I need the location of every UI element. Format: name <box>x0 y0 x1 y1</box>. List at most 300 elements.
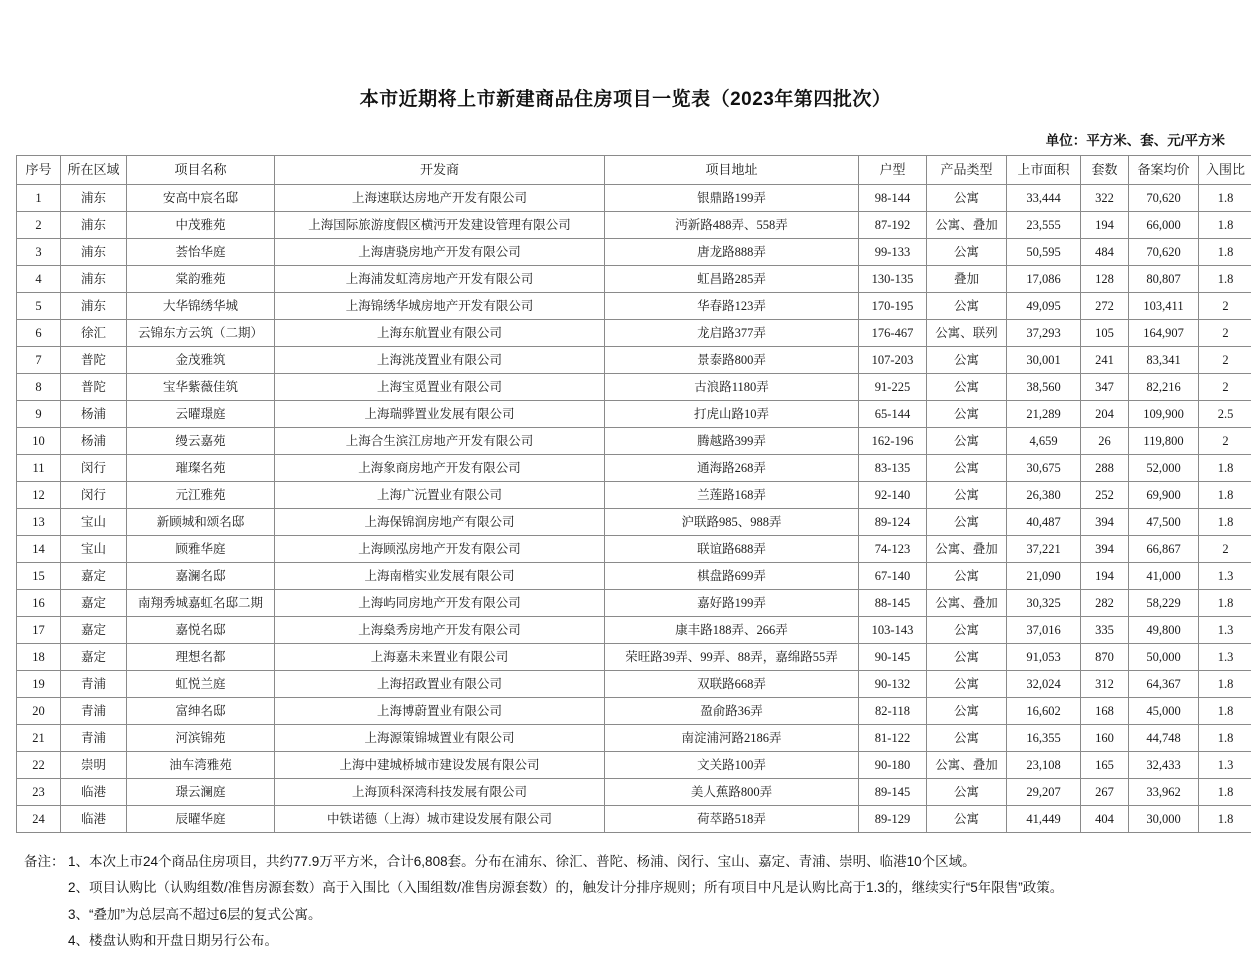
cell-area: 37,016 <box>1007 617 1081 644</box>
cell-district: 浦东 <box>61 239 127 266</box>
cell-developer: 上海顾泓房地产开发有限公司 <box>275 536 605 563</box>
cell-seq: 8 <box>17 374 61 401</box>
column-header-name: 项目名称 <box>127 156 275 185</box>
cell-project-name: 金茂雅筑 <box>127 347 275 374</box>
table-row <box>17 455 1251 482</box>
note-text: 4、楼盘认购和开盘日期另行公布。 <box>68 933 278 948</box>
cell-district: 浦东 <box>61 212 127 239</box>
cell-units: 241 <box>1081 347 1129 374</box>
cell-address: 腾越路399弄 <box>605 428 859 455</box>
cell-developer: 上海燊秀房地产开发有限公司 <box>275 617 605 644</box>
cell-huxing: 176-467 <box>859 320 927 347</box>
cell-district: 浦东 <box>61 293 127 320</box>
cell-units: 168 <box>1081 698 1129 725</box>
cell-address: 龙启路377弄 <box>605 320 859 347</box>
cell-area: 30,675 <box>1007 455 1081 482</box>
cell-seq: 24 <box>17 806 61 833</box>
cell-product-type: 公寓 <box>927 374 1007 401</box>
cell-address: 沪联路985、988弄 <box>605 509 859 536</box>
cell-developer: 上海保锦润房地产有限公司 <box>275 509 605 536</box>
cell-area: 49,095 <box>1007 293 1081 320</box>
cell-project-name: 安高中宸名邸 <box>127 185 275 212</box>
column-header-seq: 序号 <box>17 156 61 185</box>
cell-area: 40,487 <box>1007 509 1081 536</box>
cell-ratio: 1.8 <box>1199 509 1251 536</box>
cell-huxing: 83-135 <box>859 455 927 482</box>
cell-huxing: 89-124 <box>859 509 927 536</box>
cell-developer: 上海象商房地产开发有限公司 <box>275 455 605 482</box>
cell-district: 浦东 <box>61 185 127 212</box>
cell-developer: 上海南楷实业发展有限公司 <box>275 563 605 590</box>
cell-huxing: 90-145 <box>859 644 927 671</box>
cell-price: 58,229 <box>1129 590 1199 617</box>
cell-area: 33,444 <box>1007 185 1081 212</box>
cell-developer: 上海东航置业有限公司 <box>275 320 605 347</box>
column-header-type: 产品类型 <box>927 156 1007 185</box>
cell-seq: 19 <box>17 671 61 698</box>
cell-district: 宝山 <box>61 509 127 536</box>
cell-project-name: 缦云嘉苑 <box>127 428 275 455</box>
cell-price: 30,000 <box>1129 806 1199 833</box>
cell-seq: 6 <box>17 320 61 347</box>
cell-units: 160 <box>1081 725 1129 752</box>
cell-district: 青浦 <box>61 671 127 698</box>
cell-product-type: 叠加 <box>927 266 1007 293</box>
cell-project-name: 油车湾雅苑 <box>127 752 275 779</box>
cell-ratio: 2 <box>1199 320 1251 347</box>
cell-ratio: 1.8 <box>1199 212 1251 239</box>
cell-address: 古浪路1180弄 <box>605 374 859 401</box>
cell-project-name: 宝华紫薇佳筑 <box>127 374 275 401</box>
cell-huxing: 170-195 <box>859 293 927 320</box>
cell-price: 82,216 <box>1129 374 1199 401</box>
cell-project-name: 新顾城和颂名邸 <box>127 509 275 536</box>
cell-ratio: 2 <box>1199 536 1251 563</box>
cell-developer: 上海中建城桥城市建设发展有限公司 <box>275 752 605 779</box>
cell-price: 66,000 <box>1129 212 1199 239</box>
cell-address: 双联路668弄 <box>605 671 859 698</box>
cell-area: 50,595 <box>1007 239 1081 266</box>
table-row <box>17 428 1251 455</box>
cell-huxing: 162-196 <box>859 428 927 455</box>
cell-ratio: 1.8 <box>1199 590 1251 617</box>
cell-district: 闵行 <box>61 455 127 482</box>
table-row <box>17 239 1251 266</box>
cell-units: 484 <box>1081 239 1129 266</box>
note-item <box>24 875 1235 901</box>
cell-address: 景泰路800弄 <box>605 347 859 374</box>
table-row <box>17 266 1251 293</box>
cell-product-type: 公寓 <box>927 401 1007 428</box>
cell-product-type: 公寓 <box>927 509 1007 536</box>
cell-project-name: 璀璨名苑 <box>127 455 275 482</box>
cell-units: 870 <box>1081 644 1129 671</box>
cell-address: 盈俞路36弄 <box>605 698 859 725</box>
cell-developer: 上海唐骁房地产开发有限公司 <box>275 239 605 266</box>
cell-seq: 5 <box>17 293 61 320</box>
cell-developer: 上海锦绣华城房地产开发有限公司 <box>275 293 605 320</box>
cell-ratio: 1.8 <box>1199 266 1251 293</box>
cell-area: 16,602 <box>1007 698 1081 725</box>
cell-ratio: 1.3 <box>1199 752 1251 779</box>
table-row <box>17 779 1251 806</box>
cell-huxing: 90-132 <box>859 671 927 698</box>
cell-seq: 1 <box>17 185 61 212</box>
cell-developer: 上海合生滨江房地产开发有限公司 <box>275 428 605 455</box>
cell-address: 虹昌路285弄 <box>605 266 859 293</box>
table-row <box>17 563 1251 590</box>
cell-district: 徐汇 <box>61 320 127 347</box>
cell-seq: 2 <box>17 212 61 239</box>
column-header-units: 套数 <box>1081 156 1129 185</box>
cell-units: 272 <box>1081 293 1129 320</box>
cell-units: 165 <box>1081 752 1129 779</box>
column-header-address: 项目地址 <box>605 156 859 185</box>
cell-project-name: 云曜璟庭 <box>127 401 275 428</box>
cell-area: 29,207 <box>1007 779 1081 806</box>
cell-price: 103,411 <box>1129 293 1199 320</box>
table-row <box>17 590 1251 617</box>
cell-district: 嘉定 <box>61 617 127 644</box>
table-row <box>17 617 1251 644</box>
cell-ratio: 2.5 <box>1199 401 1251 428</box>
cell-price: 33,962 <box>1129 779 1199 806</box>
notes-section <box>16 833 1235 954</box>
cell-price: 44,748 <box>1129 725 1199 752</box>
cell-district: 青浦 <box>61 698 127 725</box>
note-item <box>24 928 1235 954</box>
cell-price: 80,807 <box>1129 266 1199 293</box>
cell-huxing: 99-133 <box>859 239 927 266</box>
cell-ratio: 1.8 <box>1199 185 1251 212</box>
cell-seq: 4 <box>17 266 61 293</box>
cell-address: 棋盘路699弄 <box>605 563 859 590</box>
cell-developer: 上海洮茂置业有限公司 <box>275 347 605 374</box>
cell-area: 4,659 <box>1007 428 1081 455</box>
cell-seq: 7 <box>17 347 61 374</box>
cell-price: 47,500 <box>1129 509 1199 536</box>
cell-district: 临港 <box>61 806 127 833</box>
cell-units: 312 <box>1081 671 1129 698</box>
cell-units: 26 <box>1081 428 1129 455</box>
cell-district: 杨浦 <box>61 401 127 428</box>
cell-huxing: 103-143 <box>859 617 927 644</box>
cell-area: 17,086 <box>1007 266 1081 293</box>
cell-address: 荷萃路518弄 <box>605 806 859 833</box>
column-header-area: 上市面积 <box>1007 156 1081 185</box>
cell-project-name: 棠韵雅苑 <box>127 266 275 293</box>
cell-huxing: 65-144 <box>859 401 927 428</box>
cell-product-type: 公寓、叠加 <box>927 590 1007 617</box>
cell-price: 119,800 <box>1129 428 1199 455</box>
cell-ratio: 1.8 <box>1199 725 1251 752</box>
housing-projects-table <box>16 155 1251 833</box>
cell-huxing: 81-122 <box>859 725 927 752</box>
cell-area: 26,380 <box>1007 482 1081 509</box>
cell-seq: 22 <box>17 752 61 779</box>
note-text: 3、“叠加”为总层高不超过6层的复式公寓。 <box>68 907 322 922</box>
cell-district: 临港 <box>61 779 127 806</box>
cell-ratio: 1.8 <box>1199 239 1251 266</box>
cell-address: 通海路268弄 <box>605 455 859 482</box>
cell-product-type: 公寓 <box>927 779 1007 806</box>
cell-district: 普陀 <box>61 347 127 374</box>
cell-price: 164,907 <box>1129 320 1199 347</box>
cell-ratio: 1.8 <box>1199 671 1251 698</box>
cell-address: 唐龙路888弄 <box>605 239 859 266</box>
table-row <box>17 347 1251 374</box>
cell-units: 335 <box>1081 617 1129 644</box>
table-row <box>17 293 1251 320</box>
cell-price: 32,433 <box>1129 752 1199 779</box>
cell-product-type: 公寓 <box>927 347 1007 374</box>
column-header-ratio: 入围比 <box>1199 156 1251 185</box>
cell-units: 288 <box>1081 455 1129 482</box>
cell-ratio: 2 <box>1199 293 1251 320</box>
cell-developer: 上海嘉未来置业有限公司 <box>275 644 605 671</box>
cell-price: 49,800 <box>1129 617 1199 644</box>
cell-seq: 9 <box>17 401 61 428</box>
cell-units: 347 <box>1081 374 1129 401</box>
cell-product-type: 公寓 <box>927 806 1007 833</box>
cell-developer: 上海瑞骅置业发展有限公司 <box>275 401 605 428</box>
unit-note: 单位：平方米、套、元/平方米 <box>16 111 1235 155</box>
cell-seq: 23 <box>17 779 61 806</box>
cell-units: 105 <box>1081 320 1129 347</box>
cell-units: 194 <box>1081 563 1129 590</box>
cell-units: 194 <box>1081 212 1129 239</box>
cell-price: 45,000 <box>1129 698 1199 725</box>
cell-project-name: 元江雅苑 <box>127 482 275 509</box>
cell-area: 32,024 <box>1007 671 1081 698</box>
cell-product-type: 公寓 <box>927 725 1007 752</box>
cell-district: 嘉定 <box>61 590 127 617</box>
cell-developer: 上海国际旅游度假区横沔开发建设管理有限公司 <box>275 212 605 239</box>
cell-developer: 上海浦发虹湾房地产开发有限公司 <box>275 266 605 293</box>
cell-seq: 14 <box>17 536 61 563</box>
cell-project-name: 荟怡华庭 <box>127 239 275 266</box>
table-header-row <box>17 156 1251 185</box>
cell-huxing: 92-140 <box>859 482 927 509</box>
cell-units: 252 <box>1081 482 1129 509</box>
cell-ratio: 1.8 <box>1199 779 1251 806</box>
cell-area: 23,555 <box>1007 212 1081 239</box>
cell-product-type: 公寓 <box>927 455 1007 482</box>
cell-district: 崇明 <box>61 752 127 779</box>
cell-developer: 中铁诺德（上海）城市建设发展有限公司 <box>275 806 605 833</box>
table-row <box>17 698 1251 725</box>
cell-area: 16,355 <box>1007 725 1081 752</box>
cell-seq: 12 <box>17 482 61 509</box>
cell-project-name: 嘉澜名邸 <box>127 563 275 590</box>
cell-seq: 11 <box>17 455 61 482</box>
table-row <box>17 509 1251 536</box>
cell-ratio: 1.3 <box>1199 563 1251 590</box>
cell-project-name: 大华锦绣华城 <box>127 293 275 320</box>
notes-label: 备注： <box>24 849 68 875</box>
cell-area: 30,001 <box>1007 347 1081 374</box>
cell-address: 银鼎路199弄 <box>605 185 859 212</box>
cell-district: 嘉定 <box>61 644 127 671</box>
table-row <box>17 320 1251 347</box>
column-header-price: 备案均价 <box>1129 156 1199 185</box>
note-item <box>24 849 1235 875</box>
cell-ratio: 2 <box>1199 428 1251 455</box>
cell-project-name: 虹悦兰庭 <box>127 671 275 698</box>
cell-seq: 16 <box>17 590 61 617</box>
cell-address: 南淀浦河路2186弄 <box>605 725 859 752</box>
cell-units: 394 <box>1081 536 1129 563</box>
cell-area: 30,325 <box>1007 590 1081 617</box>
cell-price: 64,367 <box>1129 671 1199 698</box>
cell-developer: 上海博蔚置业有限公司 <box>275 698 605 725</box>
cell-address: 康丰路188弄、266弄 <box>605 617 859 644</box>
cell-product-type: 公寓 <box>927 239 1007 266</box>
cell-huxing: 89-145 <box>859 779 927 806</box>
table-row <box>17 374 1251 401</box>
cell-units: 394 <box>1081 509 1129 536</box>
cell-units: 322 <box>1081 185 1129 212</box>
cell-product-type: 公寓 <box>927 293 1007 320</box>
cell-huxing: 130-135 <box>859 266 927 293</box>
cell-seq: 10 <box>17 428 61 455</box>
cell-developer: 上海屿同房地产开发有限公司 <box>275 590 605 617</box>
table-row <box>17 806 1251 833</box>
table-header <box>17 156 1251 185</box>
cell-units: 128 <box>1081 266 1129 293</box>
cell-address: 荣旺路39弄、99弄、88弄，嘉绵路55弄 <box>605 644 859 671</box>
cell-developer: 上海速联达房地产开发有限公司 <box>275 185 605 212</box>
cell-district: 浦东 <box>61 266 127 293</box>
cell-huxing: 91-225 <box>859 374 927 401</box>
cell-price: 69,900 <box>1129 482 1199 509</box>
cell-area: 37,293 <box>1007 320 1081 347</box>
cell-huxing: 89-129 <box>859 806 927 833</box>
note-text: 2、项目认购比（认购组数/准售房源套数）高于入围比（入围组数/准售房源套数）的，触发计分排序规则；所有项目中凡是认购比高于1.3的，继续实行“5年限售”政策。 <box>68 880 1063 895</box>
cell-price: 66,867 <box>1129 536 1199 563</box>
cell-product-type: 公寓 <box>927 482 1007 509</box>
cell-project-name: 中茂雅苑 <box>127 212 275 239</box>
cell-area: 21,289 <box>1007 401 1081 428</box>
cell-project-name: 河滨锦苑 <box>127 725 275 752</box>
table-row <box>17 482 1251 509</box>
cell-product-type: 公寓 <box>927 428 1007 455</box>
cell-address: 兰莲路168弄 <box>605 482 859 509</box>
cell-ratio: 2 <box>1199 347 1251 374</box>
cell-huxing: 88-145 <box>859 590 927 617</box>
table-row <box>17 401 1251 428</box>
cell-ratio: 1.8 <box>1199 482 1251 509</box>
cell-product-type: 公寓 <box>927 671 1007 698</box>
column-header-district: 所在区域 <box>61 156 127 185</box>
cell-project-name: 富绅名邸 <box>127 698 275 725</box>
cell-huxing: 74-123 <box>859 536 927 563</box>
cell-address: 文关路100弄 <box>605 752 859 779</box>
cell-district: 杨浦 <box>61 428 127 455</box>
cell-ratio: 1.8 <box>1199 455 1251 482</box>
cell-district: 嘉定 <box>61 563 127 590</box>
cell-product-type: 公寓 <box>927 617 1007 644</box>
column-header-huxing: 户型 <box>859 156 927 185</box>
cell-developer: 上海源策锦城置业有限公司 <box>275 725 605 752</box>
cell-seq: 20 <box>17 698 61 725</box>
cell-project-name: 辰曜华庭 <box>127 806 275 833</box>
cell-price: 52,000 <box>1129 455 1199 482</box>
cell-huxing: 82-118 <box>859 698 927 725</box>
cell-huxing: 90-180 <box>859 752 927 779</box>
column-header-developer: 开发商 <box>275 156 605 185</box>
cell-project-name: 嘉悦名邸 <box>127 617 275 644</box>
cell-address: 华春路123弄 <box>605 293 859 320</box>
cell-ratio: 1.8 <box>1199 698 1251 725</box>
cell-seq: 18 <box>17 644 61 671</box>
cell-address: 美人蕉路800弄 <box>605 779 859 806</box>
note-text: 1、本次上市24个商品住房项目，共约77.9万平方米，合计6,808套。分布在浦东、徐汇、普陀、杨浦、闵行、宝山、嘉定、青浦、崇明、临港10个区域。 <box>68 854 976 869</box>
cell-project-name: 南翔秀城嘉虹名邸二期 <box>127 590 275 617</box>
cell-developer: 上海顶科深湾科技发展有限公司 <box>275 779 605 806</box>
cell-area: 23,108 <box>1007 752 1081 779</box>
cell-area: 37,221 <box>1007 536 1081 563</box>
cell-huxing: 98-144 <box>859 185 927 212</box>
cell-project-name: 云锦东方云筑（二期） <box>127 320 275 347</box>
cell-developer: 上海招政置业有限公司 <box>275 671 605 698</box>
cell-area: 91,053 <box>1007 644 1081 671</box>
cell-units: 404 <box>1081 806 1129 833</box>
cell-address: 联谊路688弄 <box>605 536 859 563</box>
note-item <box>24 902 1235 928</box>
cell-ratio: 1.3 <box>1199 617 1251 644</box>
cell-address: 嘉好路199弄 <box>605 590 859 617</box>
table-row <box>17 644 1251 671</box>
table-row <box>17 185 1251 212</box>
cell-seq: 21 <box>17 725 61 752</box>
cell-price: 70,620 <box>1129 185 1199 212</box>
table-body <box>17 185 1251 833</box>
cell-developer: 上海广沅置业有限公司 <box>275 482 605 509</box>
cell-price: 50,000 <box>1129 644 1199 671</box>
cell-huxing: 107-203 <box>859 347 927 374</box>
cell-project-name: 璟云澜庭 <box>127 779 275 806</box>
cell-district: 青浦 <box>61 725 127 752</box>
cell-district: 普陀 <box>61 374 127 401</box>
table-row <box>17 752 1251 779</box>
cell-district: 宝山 <box>61 536 127 563</box>
cell-product-type: 公寓、叠加 <box>927 536 1007 563</box>
page-title: 本市近期将上市新建商品住房项目一览表（2023年第四批次） <box>16 0 1235 111</box>
cell-ratio: 1.3 <box>1199 644 1251 671</box>
cell-address: 沔新路488弄、558弄 <box>605 212 859 239</box>
cell-price: 70,620 <box>1129 239 1199 266</box>
cell-product-type: 公寓、叠加 <box>927 212 1007 239</box>
table-row <box>17 212 1251 239</box>
cell-huxing: 67-140 <box>859 563 927 590</box>
cell-ratio: 2 <box>1199 374 1251 401</box>
cell-units: 282 <box>1081 590 1129 617</box>
cell-seq: 17 <box>17 617 61 644</box>
cell-seq: 3 <box>17 239 61 266</box>
cell-huxing: 87-192 <box>859 212 927 239</box>
cell-address: 打虎山路10弄 <box>605 401 859 428</box>
table-row <box>17 536 1251 563</box>
cell-price: 41,000 <box>1129 563 1199 590</box>
table-row <box>17 725 1251 752</box>
cell-seq: 13 <box>17 509 61 536</box>
cell-district: 闵行 <box>61 482 127 509</box>
cell-units: 267 <box>1081 779 1129 806</box>
cell-ratio: 1.8 <box>1199 806 1251 833</box>
cell-product-type: 公寓、叠加 <box>927 752 1007 779</box>
cell-product-type: 公寓 <box>927 563 1007 590</box>
